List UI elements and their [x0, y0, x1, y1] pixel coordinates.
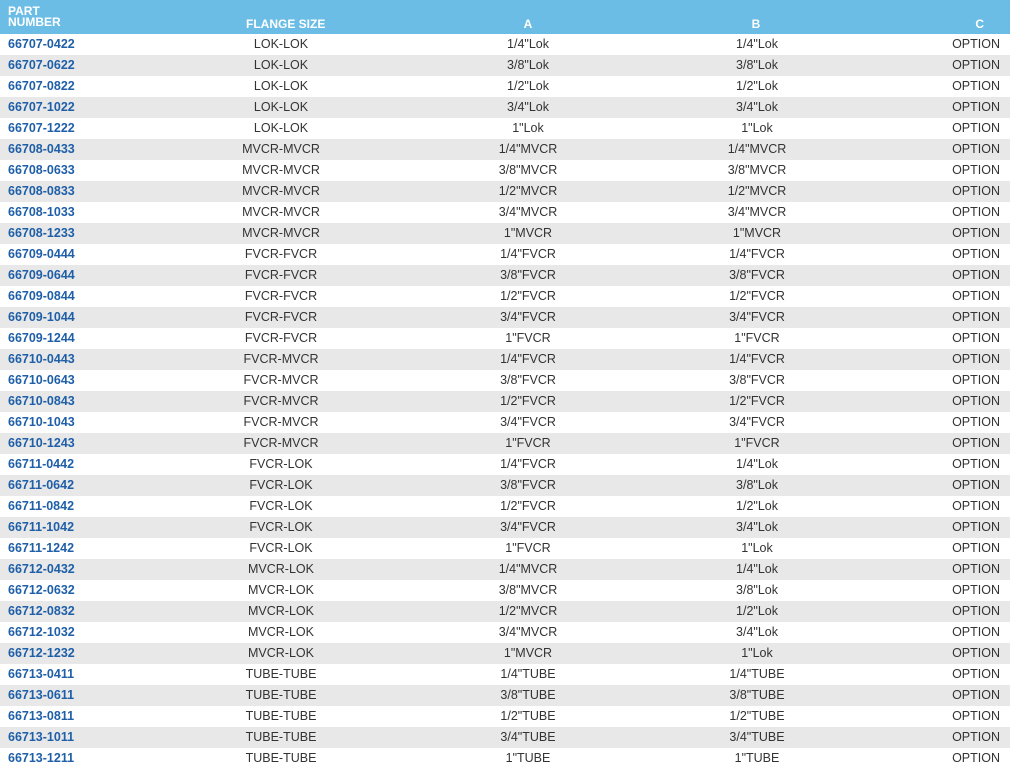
c-cell: OPTION — [952, 520, 1000, 534]
c-cell: OPTION — [952, 688, 1000, 702]
part-number-cell: 66708-0433 — [8, 142, 75, 156]
c-cell: OPTION — [952, 730, 1000, 744]
part-number-cell: 66711-1042 — [8, 520, 75, 534]
table-row — [0, 664, 1010, 685]
part-number-cell: 66713-1211 — [8, 751, 75, 765]
table-row — [0, 349, 1010, 370]
a-cell: 3/4"TUBE — [500, 730, 556, 744]
a-cell: 3/4"FVCR — [500, 310, 556, 324]
a-cell: 3/8"FVCR — [500, 478, 556, 492]
flange-size-cell: MVCR-MVCR — [242, 184, 320, 198]
b-cell: 3/4"TUBE — [729, 730, 785, 744]
a-cell: 1"MVCR — [503, 226, 553, 240]
c-cell: OPTION — [952, 268, 1000, 282]
c-cell: OPTION — [952, 142, 1000, 156]
flange-size-cell: FVCR-FVCR — [244, 331, 318, 345]
table-body — [0, 34, 1010, 769]
flange-size-cell: MVCR-LOK — [248, 604, 314, 618]
b-cell: 3/4"FVCR — [729, 415, 785, 429]
b-cell: 1/4"MVCR — [727, 142, 787, 156]
c-cell: OPTION — [952, 583, 1000, 597]
b-cell: 3/8"FVCR — [729, 373, 785, 387]
b-cell: 3/8"Lok — [736, 583, 778, 597]
b-cell: 1"Lok — [741, 646, 773, 660]
part-number-cell: 66713-0811 — [8, 709, 75, 723]
a-cell: 1"FVCR — [505, 331, 551, 345]
table-row — [0, 55, 1010, 76]
a-cell: 1/4"FVCR — [500, 352, 556, 366]
table-row — [0, 748, 1010, 769]
a-cell: 1/2"MVCR — [498, 184, 558, 198]
table-row — [0, 433, 1010, 454]
part-number-cell: 66711-0842 — [8, 499, 75, 513]
table-row — [0, 580, 1010, 601]
flange-size-cell: FVCR-MVCR — [243, 415, 319, 429]
part-number-cell: 66707-1222 — [8, 121, 75, 135]
table-row — [0, 34, 1010, 55]
header-part-line1: PART — [8, 4, 40, 18]
a-cell: 1/4"MVCR — [498, 142, 558, 156]
part-number-cell: 66709-1244 — [8, 331, 75, 345]
b-cell: 3/8"Lok — [736, 478, 778, 492]
table-row — [0, 265, 1010, 286]
c-cell: OPTION — [952, 352, 1000, 366]
c-cell: OPTION — [952, 667, 1000, 681]
b-cell: 1/2"FVCR — [729, 394, 785, 408]
a-cell: 1/4"TUBE — [500, 667, 556, 681]
part-number-cell: 66708-1033 — [8, 205, 75, 219]
flange-size-cell: FVCR-MVCR — [243, 373, 319, 387]
part-number-cell: 66709-0444 — [8, 247, 75, 261]
part-number-cell: 66713-0611 — [8, 688, 75, 702]
flange-size-cell: LOK-LOK — [253, 58, 309, 72]
a-cell: 1/4"Lok — [507, 37, 549, 51]
b-cell: 1"MVCR — [732, 226, 782, 240]
a-cell: 3/4"FVCR — [500, 415, 556, 429]
flange-size-cell: MVCR-MVCR — [242, 142, 320, 156]
c-cell: OPTION — [952, 289, 1000, 303]
a-cell: 3/4"MVCR — [498, 205, 558, 219]
table-row — [0, 727, 1010, 748]
a-cell: 1"Lok — [512, 121, 544, 135]
a-cell: 1"TUBE — [505, 751, 551, 765]
b-cell: 3/4"Lok — [736, 100, 778, 114]
part-number-cell: 66710-1243 — [8, 436, 75, 450]
a-cell: 1/4"MVCR — [498, 562, 558, 576]
table-row — [0, 454, 1010, 475]
c-cell: OPTION — [952, 709, 1000, 723]
b-cell: 1"FVCR — [734, 436, 780, 450]
flange-size-cell: LOK-LOK — [253, 79, 309, 93]
part-number-cell: 66708-1233 — [8, 226, 75, 240]
table-row — [0, 370, 1010, 391]
b-cell: 1/2"FVCR — [729, 289, 785, 303]
a-cell: 1/4"FVCR — [500, 247, 556, 261]
table-row — [0, 328, 1010, 349]
part-number-cell: 66712-0832 — [8, 604, 75, 618]
a-cell: 1/2"FVCR — [500, 289, 556, 303]
part-number-cell: 66712-0432 — [8, 562, 75, 576]
header-flange-size: FLANGE SIZE — [246, 17, 326, 31]
table-row — [0, 97, 1010, 118]
flange-size-cell: FVCR-MVCR — [243, 436, 319, 450]
a-cell: 3/8"FVCR — [500, 268, 556, 282]
c-cell: OPTION — [952, 646, 1000, 660]
table-row — [0, 622, 1010, 643]
flange-size-cell: FVCR-LOK — [249, 478, 313, 492]
table-row — [0, 160, 1010, 181]
flange-size-cell: TUBE-TUBE — [245, 688, 317, 702]
table-row — [0, 643, 1010, 664]
b-cell: 3/4"FVCR — [729, 310, 785, 324]
b-cell: 3/8"MVCR — [727, 163, 787, 177]
flange-size-cell: FVCR-LOK — [249, 520, 313, 534]
c-cell: OPTION — [952, 100, 1000, 114]
b-cell: 3/8"TUBE — [729, 688, 785, 702]
c-cell: OPTION — [952, 436, 1000, 450]
b-cell: 1/4"TUBE — [729, 667, 785, 681]
header-part-line2: NUMBER — [8, 15, 61, 29]
b-cell: 1/4"Lok — [736, 457, 778, 471]
flange-size-cell: MVCR-LOK — [248, 562, 314, 576]
flange-size-cell: FVCR-LOK — [249, 457, 313, 471]
c-cell: OPTION — [952, 205, 1000, 219]
part-number-cell: 66712-1032 — [8, 625, 75, 639]
part-number-cell: 66711-0442 — [8, 457, 75, 471]
table-row — [0, 706, 1010, 727]
a-cell: 1/2"Lok — [507, 79, 549, 93]
c-cell: OPTION — [952, 331, 1000, 345]
c-cell: OPTION — [952, 457, 1000, 471]
part-number-cell: 66711-1242 — [8, 541, 75, 555]
c-cell: OPTION — [952, 79, 1000, 93]
part-number-cell: 66707-0422 — [8, 37, 75, 51]
b-cell: 3/4"Lok — [736, 520, 778, 534]
part-number-cell: 66713-1011 — [8, 730, 75, 744]
part-number-cell: 66709-0844 — [8, 289, 75, 303]
table-row — [0, 496, 1010, 517]
table-row — [0, 286, 1010, 307]
flange-size-cell: FVCR-MVCR — [243, 394, 319, 408]
b-cell: 3/4"MVCR — [727, 205, 787, 219]
header-part-number — [8, 6, 61, 28]
b-cell: 1/2"Lok — [736, 499, 778, 513]
part-number-cell: 66707-0822 — [8, 79, 75, 93]
header-c: C — [975, 17, 984, 31]
c-cell: OPTION — [952, 625, 1000, 639]
b-cell: 1/2"Lok — [736, 79, 778, 93]
flange-size-cell: LOK-LOK — [253, 100, 309, 114]
part-number-cell: 66710-0643 — [8, 373, 75, 387]
a-cell: 1/2"FVCR — [500, 499, 556, 513]
a-cell: 3/8"TUBE — [500, 688, 556, 702]
part-number-cell: 66709-1044 — [8, 310, 75, 324]
table-row — [0, 139, 1010, 160]
part-number-cell: 66713-0411 — [8, 667, 75, 681]
a-cell: 3/4"MVCR — [498, 625, 558, 639]
b-cell: 1"Lok — [741, 121, 773, 135]
flange-size-cell: LOK-LOK — [253, 37, 309, 51]
c-cell: OPTION — [952, 373, 1000, 387]
b-cell: 1"Lok — [741, 541, 773, 555]
table-row — [0, 223, 1010, 244]
flange-size-cell: MVCR-MVCR — [242, 163, 320, 177]
a-cell: 3/4"Lok — [507, 100, 549, 114]
b-cell: 3/4"Lok — [736, 625, 778, 639]
table-row — [0, 391, 1010, 412]
table-row — [0, 475, 1010, 496]
part-number-cell: 66710-1043 — [8, 415, 75, 429]
flange-size-cell: TUBE-TUBE — [245, 709, 317, 723]
table-row — [0, 538, 1010, 559]
c-cell: OPTION — [952, 499, 1000, 513]
table-row — [0, 202, 1010, 223]
flange-size-cell: MVCR-MVCR — [242, 205, 320, 219]
b-cell: 1"TUBE — [734, 751, 780, 765]
c-cell: OPTION — [952, 562, 1000, 576]
b-cell: 3/8"Lok — [736, 58, 778, 72]
part-number-cell: 66712-1232 — [8, 646, 75, 660]
table-row — [0, 517, 1010, 538]
header-b: B — [751, 17, 761, 31]
flange-size-cell: LOK-LOK — [253, 121, 309, 135]
c-cell: OPTION — [952, 37, 1000, 51]
flange-size-cell: MVCR-LOK — [248, 625, 314, 639]
c-cell: OPTION — [952, 310, 1000, 324]
part-number-cell: 66708-0633 — [8, 163, 75, 177]
table-row — [0, 601, 1010, 622]
flange-size-cell: FVCR-LOK — [249, 499, 313, 513]
b-cell: 1/4"Lok — [736, 562, 778, 576]
c-cell: OPTION — [952, 58, 1000, 72]
table-row — [0, 118, 1010, 139]
flange-size-cell: FVCR-FVCR — [244, 268, 318, 282]
b-cell: 1/2"TUBE — [729, 709, 785, 723]
c-cell: OPTION — [952, 247, 1000, 261]
table-header — [0, 0, 1010, 34]
flange-size-cell: FVCR-MVCR — [243, 352, 319, 366]
table-row — [0, 685, 1010, 706]
c-cell: OPTION — [952, 226, 1000, 240]
flange-size-cell: TUBE-TUBE — [245, 730, 317, 744]
flange-size-cell: FVCR-LOK — [249, 541, 313, 555]
table-row — [0, 76, 1010, 97]
b-cell: 1/2"Lok — [736, 604, 778, 618]
part-number-cell: 66712-0632 — [8, 583, 75, 597]
a-cell: 3/4"FVCR — [500, 520, 556, 534]
flange-size-cell: MVCR-MVCR — [242, 226, 320, 240]
part-number-cell: 66709-0644 — [8, 268, 75, 282]
flange-size-cell: TUBE-TUBE — [245, 751, 317, 765]
a-cell: 1/4"FVCR — [500, 457, 556, 471]
c-cell: OPTION — [952, 394, 1000, 408]
a-cell: 3/8"FVCR — [500, 373, 556, 387]
flange-size-cell: FVCR-FVCR — [244, 310, 318, 324]
b-cell: 1"FVCR — [734, 331, 780, 345]
a-cell: 1/2"FVCR — [500, 394, 556, 408]
c-cell: OPTION — [952, 478, 1000, 492]
c-cell: OPTION — [952, 604, 1000, 618]
part-number-cell: 66707-0622 — [8, 58, 75, 72]
part-number-cell: 66707-1022 — [8, 100, 75, 114]
table-row — [0, 307, 1010, 328]
c-cell: OPTION — [952, 541, 1000, 555]
b-cell: 1/4"FVCR — [729, 247, 785, 261]
c-cell: OPTION — [952, 121, 1000, 135]
a-cell: 3/8"MVCR — [498, 163, 558, 177]
b-cell: 1/2"MVCR — [727, 184, 787, 198]
flange-size-cell: FVCR-FVCR — [244, 289, 318, 303]
flange-size-cell: MVCR-LOK — [248, 583, 314, 597]
c-cell: OPTION — [952, 751, 1000, 765]
c-cell: OPTION — [952, 184, 1000, 198]
c-cell: OPTION — [952, 415, 1000, 429]
part-number-cell: 66708-0833 — [8, 184, 75, 198]
flange-size-cell: FVCR-FVCR — [244, 247, 318, 261]
table-row — [0, 181, 1010, 202]
table-row — [0, 559, 1010, 580]
b-cell: 1/4"FVCR — [729, 352, 785, 366]
table-row — [0, 412, 1010, 433]
a-cell: 1"FVCR — [505, 541, 551, 555]
flange-size-cell: TUBE-TUBE — [245, 667, 317, 681]
a-cell: 1/2"TUBE — [500, 709, 556, 723]
part-number-cell: 66711-0642 — [8, 478, 75, 492]
part-number-cell: 66710-0843 — [8, 394, 75, 408]
header-a: A — [523, 17, 533, 31]
a-cell: 3/8"Lok — [507, 58, 549, 72]
a-cell: 1"MVCR — [503, 646, 553, 660]
b-cell: 3/8"FVCR — [729, 268, 785, 282]
c-cell: OPTION — [952, 163, 1000, 177]
a-cell: 1/2"MVCR — [498, 604, 558, 618]
flange-size-cell: MVCR-LOK — [248, 646, 314, 660]
part-number-cell: 66710-0443 — [8, 352, 75, 366]
a-cell: 3/8"MVCR — [498, 583, 558, 597]
a-cell: 1"FVCR — [505, 436, 551, 450]
b-cell: 1/4"Lok — [736, 37, 778, 51]
table-row — [0, 244, 1010, 265]
